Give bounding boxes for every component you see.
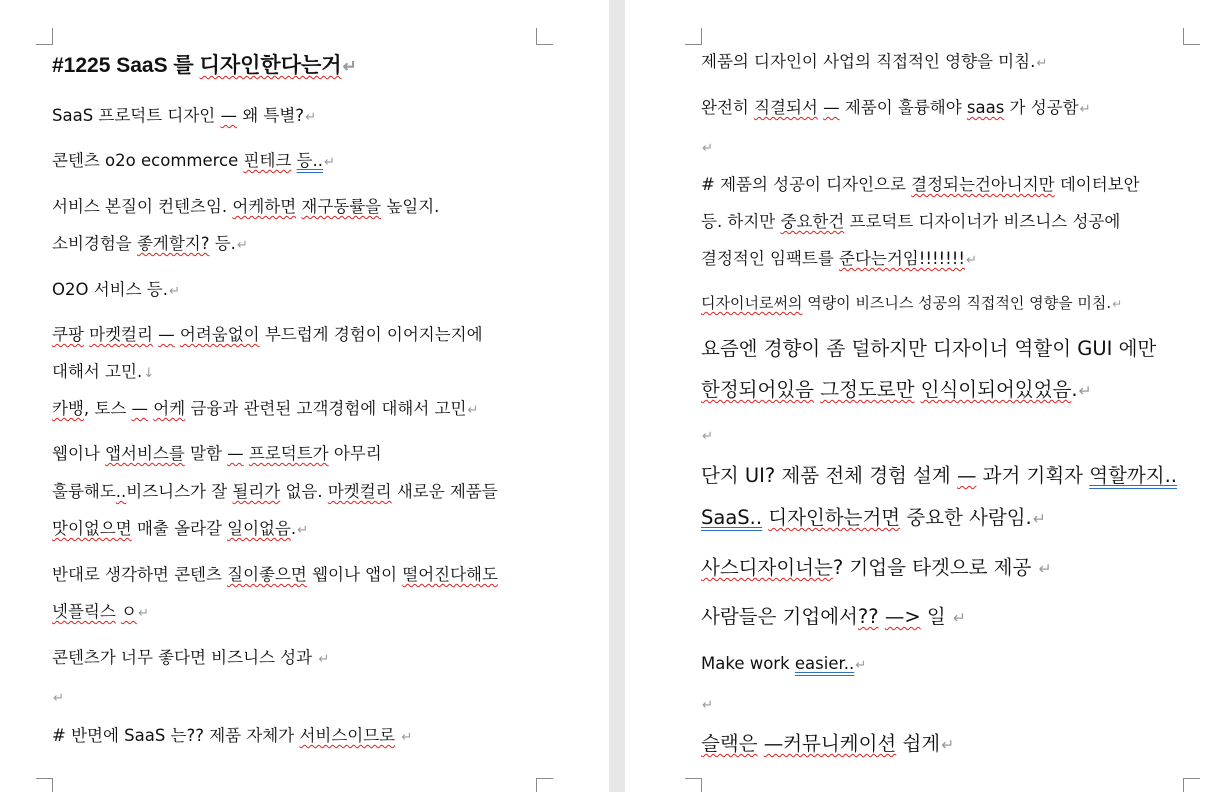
document-line[interactable]: 단지 UI? 제품 전체 경험 설계 — 과거 기획자 역할까지.. (701, 464, 1177, 487)
document-line[interactable]: 반대로 생각하면 콘텐츠 질이좋으면 웹이나 앱이 떨어진다해도 (52, 565, 498, 584)
document-line[interactable]: SaaS.. 디자인하는거면 중요한 사람임.↵ (701, 506, 1046, 529)
document-line[interactable]: 콘텐츠가 너무 좋다면 비즈니스 성과 ↵ (52, 648, 330, 667)
document-page-left (0, 0, 609, 792)
document-line[interactable]: 소비경험을 좋게할지? 등.↵ (52, 234, 248, 253)
document-line[interactable]: 슬랙은 —커뮤니케이션 쉽게↵ (701, 732, 955, 755)
document-line[interactable]: 요즘엔 경향이 좀 덜하지만 디자이너 역할이 GUI 에만 (701, 337, 1157, 360)
document-line[interactable]: 훌륭해도..비즈니스가 잘 될리가 없음. 마켓컬리 새로운 제품들 (52, 482, 498, 501)
document-line[interactable]: 사스디자이너는? 기업을 타겟으로 제공 ↵ (701, 556, 1052, 579)
margin-corner-mark (36, 778, 53, 792)
document-line[interactable]: O2O 서비스 등.↵ (52, 280, 181, 299)
document-line[interactable]: 넷플릭스 ㅇ↵ (52, 602, 150, 621)
document-line[interactable]: 서비스 본질이 컨텐츠임. 어케하면 재구동률을 높일지. (52, 197, 440, 216)
document-line[interactable]: 콘텐츠 o2o ecommerce 핀테크 등..↵ (52, 151, 336, 170)
document-line[interactable]: 맛이없으면 매출 올라갈 일이없음.↵ (52, 519, 309, 538)
document-page-right (625, 0, 1228, 792)
document-line[interactable]: # 반면에 SaaS 는?? 제품 자체가 서비스이므로 ↵ (52, 726, 413, 745)
document-line[interactable]: 제품의 디자인이 사업의 직접적인 영향을 미침.↵ (701, 52, 1048, 71)
document-line[interactable]: # 제품의 성공이 디자인으로 결정되는건아니지만 데이터보안 (701, 175, 1140, 194)
margin-corner-mark (685, 778, 702, 792)
margin-corner-mark (536, 778, 553, 792)
document-line[interactable]: 웹이나 앱서비스를 말함 — 프로덕트가 아무리 (52, 444, 382, 463)
document-line[interactable]: 사람들은 기업에서?? —> 일 ↵ (701, 605, 966, 628)
margin-corner-mark (1183, 28, 1200, 45)
empty-paragraph[interactable]: ↵ (53, 691, 65, 706)
document-line[interactable]: 쿠팡 마켓컬리 — 어려움없이 부드럽게 경험이 이어지는지에 (52, 325, 483, 344)
document-line[interactable]: 등. 하지만 중요한건 프로덕트 디자이너가 비즈니스 성공에 (701, 212, 1121, 231)
document-line[interactable]: SaaS 프로덕트 디자인 — 왜 특별?↵ (52, 106, 317, 125)
margin-corner-mark (685, 28, 702, 45)
empty-paragraph[interactable]: ↵ (702, 429, 714, 444)
margin-corner-mark (1183, 778, 1200, 792)
empty-paragraph[interactable]: ↵ (702, 141, 714, 156)
document-line[interactable]: Make work easier..↵ (701, 654, 867, 673)
document-line[interactable]: 디자이너로써의 역량이 비즈니스 성공의 직접적인 영향을 미침.↵ (701, 294, 1123, 312)
document-line[interactable]: 완전히 직결되서 — 제품이 훌륭해야 saas 가 성공함↵ (701, 98, 1091, 117)
document-title[interactable]: #1225 SaaS 를 디자인한다는거↵ (52, 54, 357, 77)
document-line[interactable]: 카뱅, 토스 — 어케 금융과 관련된 고객경험에 대해서 고민↵ (52, 399, 479, 418)
empty-paragraph[interactable]: ↵ (702, 698, 714, 713)
margin-corner-mark (36, 28, 53, 45)
document-line[interactable]: 한정되어있음 그정도로만 인식이되어있었음.↵ (701, 378, 1092, 401)
document-line[interactable]: 결정적인 임팩트를 준다는거임!!!!!!!↵ (701, 249, 978, 268)
margin-corner-mark (536, 28, 553, 45)
document-line[interactable]: 대해서 고민.↓ (52, 362, 155, 381)
